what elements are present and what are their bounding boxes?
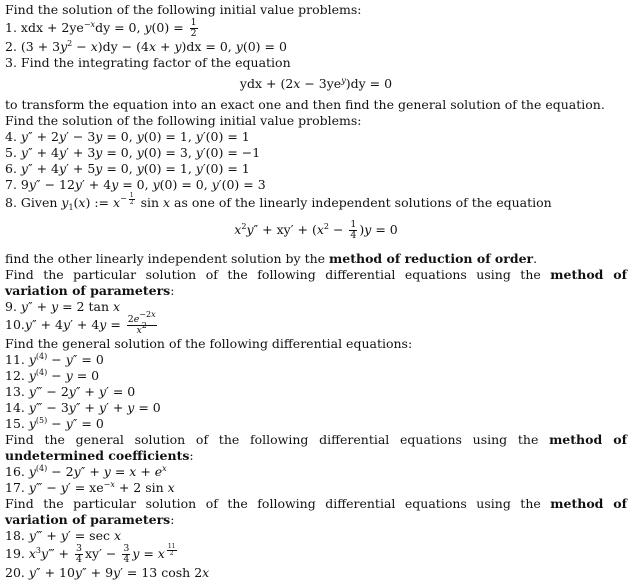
- problem-14: 14. y‴ − 3y″ + y′ + y = 0: [5, 399, 161, 415]
- problem-13: 13. y‴ − 2y″ + y′ = 0: [5, 383, 136, 399]
- problem-10: 10.y″ + 4y′ + 4y = $\frac{2e^{-2x}}{x^2}$: [5, 310, 156, 337]
- problem-1: 1. xdx + $2ye^{-x}dy = 0$, y(0) = $\frac{1}{2}$: [5, 17, 197, 39]
- problem-2: 2. $(3 + 3y^2 - x)dy - (4x + y)dx = 0$, y(0) = 0: [5, 38, 287, 54]
- problem-15: 15. $y^{(5)} - y'' = 0$: [5, 415, 104, 431]
- problem-20: 20. y″ + 10y″ + 9y′ = 13 cosh 2x: [5, 564, 210, 580]
- heading-general: Find the general solution of the following differential equations:: [5, 335, 413, 351]
- problem-19: 19. $x^3y‴$ + $\frac{3}{4}$ xy′ − $\frac{3}{4}$ y = x $^{\frac{11}{2}}$: [5, 542, 176, 565]
- problem-16: 16. $y^{(4)} - 2y'' + y = x + e^x$: [5, 463, 167, 479]
- problem-8: 8. Given $y_1(x)$ := $x^{- \frac{1}{2}}$ sin x as one of the linearly independent solutions of the equation: [5, 191, 552, 212]
- heading-ivp-1: Find the solution of the following initial value problems:: [5, 2, 362, 17]
- problem-7: 7. 9y″ − 12y′ + 4y = 0, y(0) = 0, y′(0) = 3: [5, 176, 266, 192]
- problem-17: 17. y‴ − $y' = xe^{-x} + 2$ sin x: [5, 479, 175, 495]
- problem-5: 5. y″ + 4y′ + 3y = 0, y(0) = 3, y′(0) = −1: [5, 144, 261, 160]
- heading-ivp-2: Find the solution of the following initial value problems:: [5, 112, 362, 128]
- paragraph-8: find the other linearly independent solution by the method of reduction of order.: [5, 251, 538, 267]
- problem-sheet: [5, 2, 627, 581]
- heading-vop-2: Find the particular solution of the following differential equations using the method of variation of parameters:: [5, 495, 627, 527]
- heading-vop-1: Find the particular solution of the following differential equations using the method of variation of parameters:: [5, 267, 627, 299]
- problem-9: 9. y″ + y = 2 tan x: [5, 299, 121, 315]
- equation-3: ydx + $(2x - 3ye^y)dy = 0$: [239, 75, 393, 91]
- problem-6: 6. y″ + 4y′ + 5y = 0, y(0) = 1, y′(0) = 1: [5, 160, 250, 176]
- problem-3: 3. Find the integrating factor of the equation: [5, 54, 291, 70]
- equation-8: $x^2y'' + xy' + (x^2$ − $\frac{1}{4}$ )y = 0: [234, 219, 398, 242]
- problem-18: 18. y‴ + y′ = sec x: [5, 527, 122, 543]
- problem-11: 11. $y^{(4)} - y'' = 0$: [5, 351, 104, 367]
- problem-4: 4. y″ + 2y′ − 3y = 0, y(0) = 1, y′(0) = 1: [5, 128, 250, 144]
- paragraph-3: to transform the equation into an exact one and then find the general solution of the equation.: [5, 96, 605, 112]
- heading-undetermined: Find the general solution of the following differential equations using the method of undetermined coefficients:: [5, 431, 627, 463]
- problem-12: 12. $y^{(4)} - y = 0$: [5, 367, 100, 383]
